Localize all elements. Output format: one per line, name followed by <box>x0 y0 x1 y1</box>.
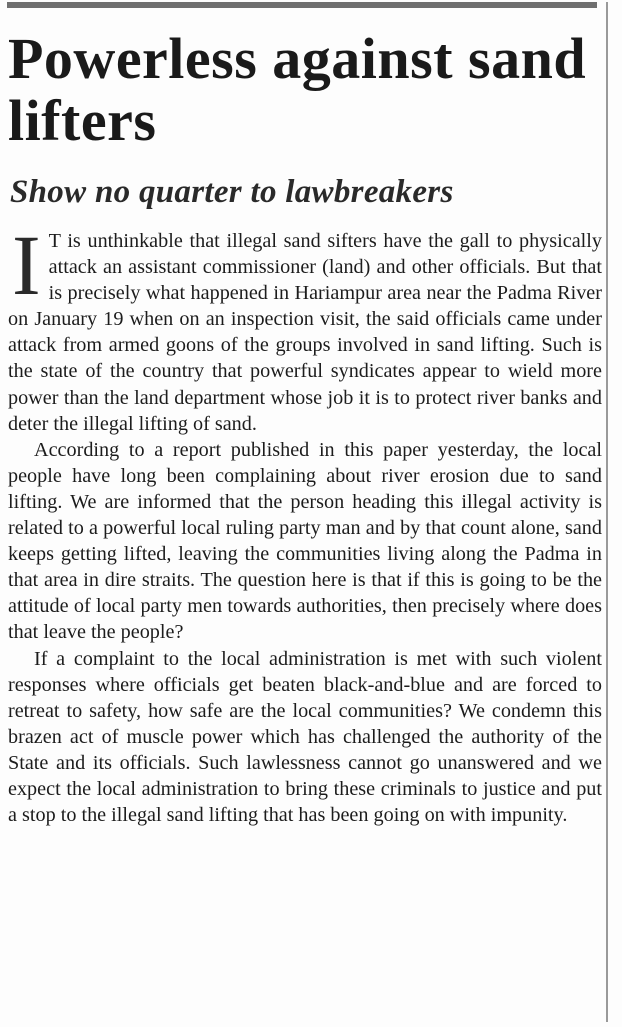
paragraph-2: According to a report published in this paper yesterday, the local people have long been complaining about river erosion due to sand lifting. We are informed that the person heading this illegal activity is related to a powerful local ruling party man and by that count alone, sand keeps getting lifted, leaving the communities living along the Padma in that area in dire straits. The question here is that if this is going to be the attitude of local party men towards authorities, then precisely where does that leave the people? <box>8 438 602 644</box>
article-body <box>8 217 602 828</box>
drop-cap: I <box>12 217 41 313</box>
paragraph-3: If a complaint to the local administration is met with such violent responses where officials get beaten black-and-blue and are forced to retreat to safety, how safe are the local communities? We condemn this brazen act of muscle power which has challenged the authority of the State and its officials. Such lawlessness cannot go unanswered and we expect the local administration to bring these criminals to justice and put a stop to the illegal sand lifting that has been going on with impunity. <box>8 647 602 827</box>
right-border-rule <box>606 2 608 1022</box>
subheadline: Show no quarter to lawbreakers <box>10 174 454 210</box>
paragraph-1-text: T is unthinkable that illegal sand sifters have the gall to physically attack an assistant commissioner (land) and other officials. But that is precisely what happened in Hariampur area near the Padma River on January 19 when on an inspection visit, the said officials came under attack from armed goons of the groups involved in sand lifting. Such is the state of the country that powerful syndicates appear to wield more power than the land department whose job it is to protect river banks and deter the illegal lifting of sand. <box>8 230 602 435</box>
headline: Powerless against sand lifters <box>8 26 587 153</box>
top-border-rule <box>7 2 597 8</box>
paragraph-1 <box>8 217 602 437</box>
